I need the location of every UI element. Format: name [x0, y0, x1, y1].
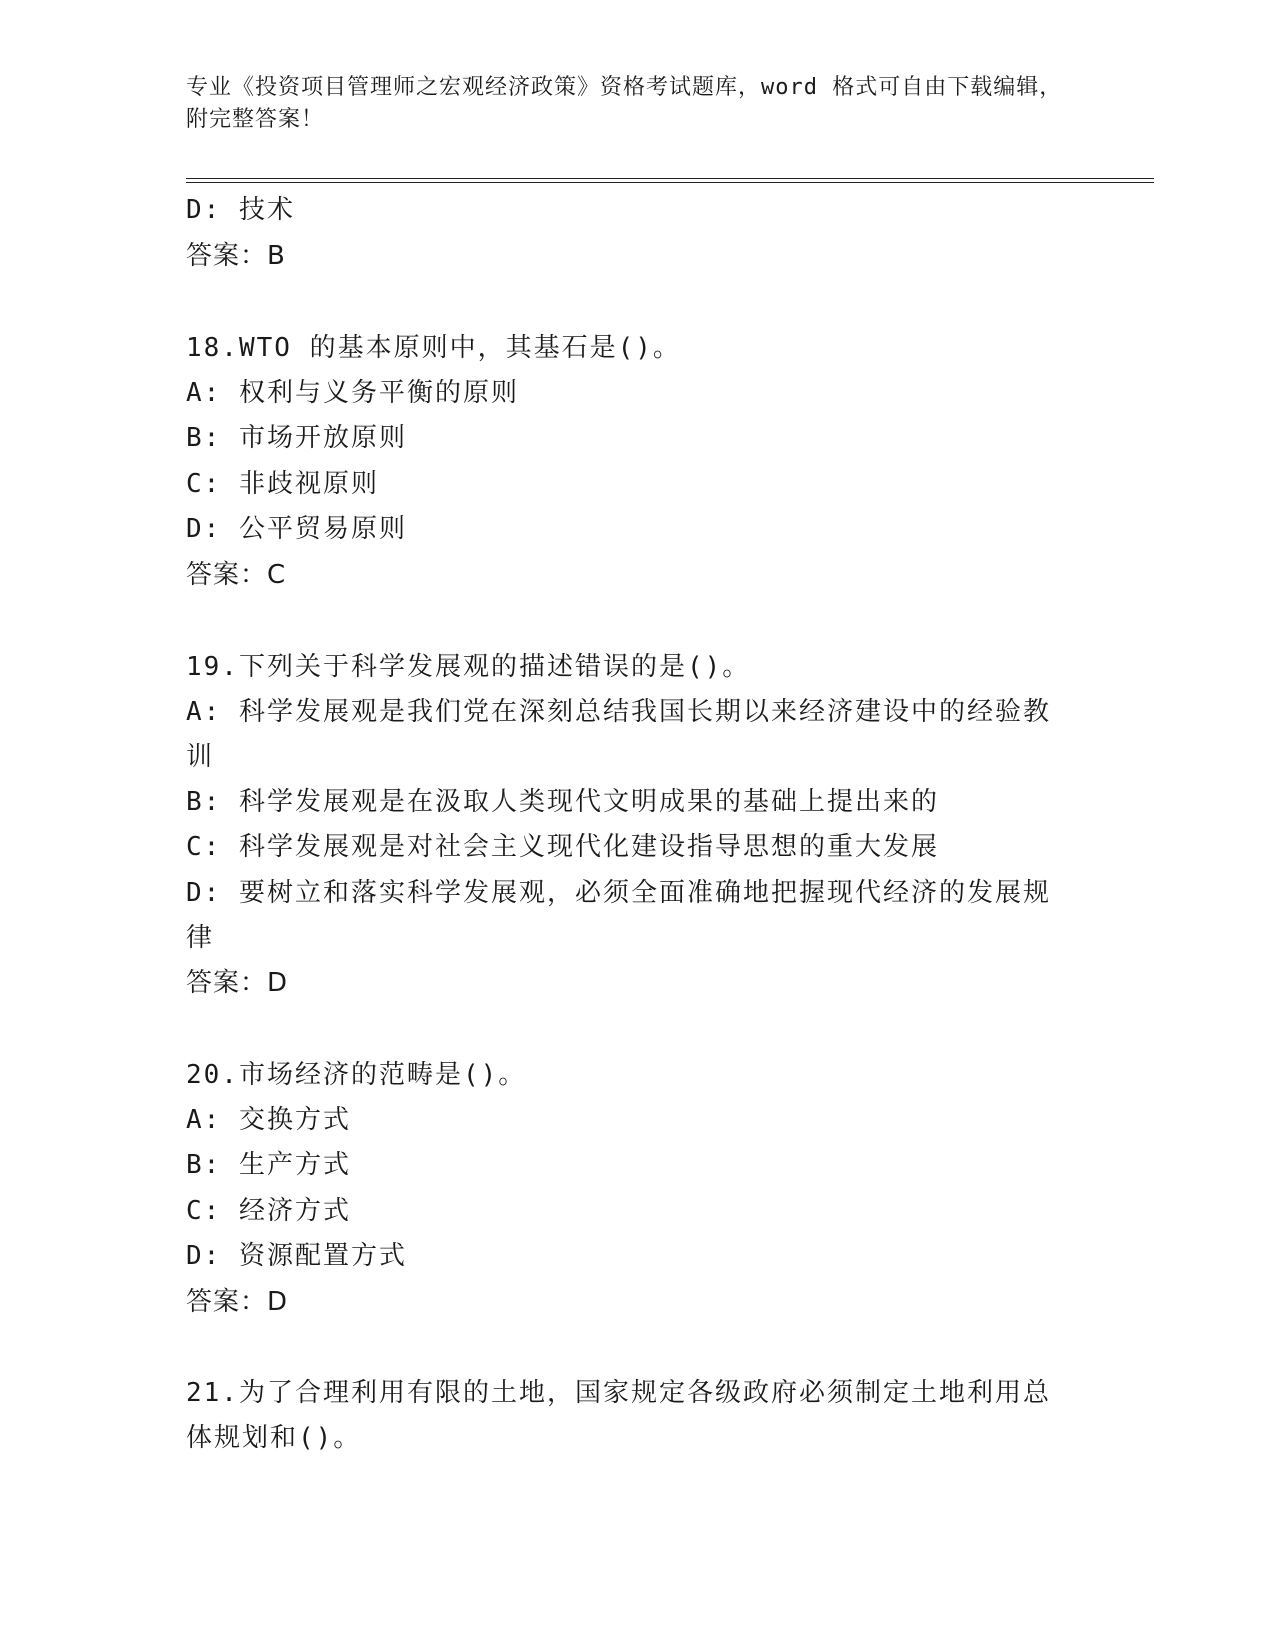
option-b: B: 科学发展观是在汲取人类现代文明成果的基础上提出来的	[186, 786, 939, 817]
option-a: A: 科学发展观是我们党在深刻总结我国长期以来经济建设中的经验教训	[186, 696, 1051, 772]
question-stem: 19.下列关于科学发展观的描述错误的是()。	[186, 652, 751, 682]
option-b: B: 市场开放原则	[186, 423, 407, 453]
answer: 答案：D	[186, 967, 289, 998]
option-c: C: 科学发展观是对社会主义现代化建设指导思想的重大发展	[186, 832, 939, 862]
question-stem: 20.市场经济的范畴是()。	[186, 1060, 527, 1090]
answer: 答案：C	[186, 559, 287, 590]
header-rule-top	[186, 178, 1154, 179]
option-a: A: 权利与义务平衡的原则	[186, 377, 519, 408]
option-a: A: 交换方式	[186, 1104, 351, 1135]
answer: 答案：B	[186, 240, 286, 271]
option-c: C: 非歧视原则	[186, 468, 379, 499]
option-b: B: 生产方式	[186, 1150, 351, 1180]
option-d: D: 要树立和落实科学发展观，必须全面准确地把握现代经济的发展规律	[186, 877, 1051, 953]
option-d: D: 技术	[186, 195, 295, 225]
option-c: C: 经济方式	[186, 1195, 351, 1226]
header-rule-bottom	[186, 182, 1154, 183]
question-stem: 21.为了合理利用有限的土地，国家规定各级政府必须制定土地利用总体规划和()。	[186, 1378, 1051, 1453]
question-stem: 18.WTO 的基本原则中，其基石是()。	[186, 333, 681, 363]
option-d: D: 资源配置方式	[186, 1241, 407, 1271]
option-d: D: 公平贸易原则	[186, 514, 407, 544]
question-list	[186, 188, 1086, 1461]
answer: 答案：D	[186, 1286, 289, 1317]
page-header: 专业《投资项目管理师之宏观经济政策》资格考试题库，word 格式可自由下载编辑，附完整答案！	[186, 75, 1063, 132]
